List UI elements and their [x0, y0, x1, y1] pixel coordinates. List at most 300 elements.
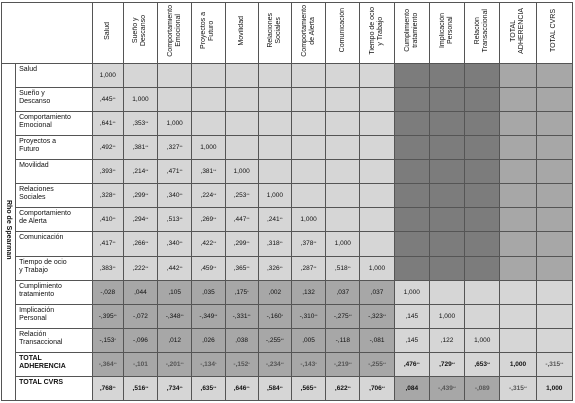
table-cell: [394, 64, 429, 88]
table-cell: [326, 208, 360, 232]
table-cell: [258, 304, 291, 328]
table-cell: [192, 352, 225, 376]
cell-value: -,315: [509, 384, 524, 392]
table-cell: [360, 112, 394, 136]
table-cell: [360, 256, 394, 280]
table-cell: [500, 376, 536, 400]
table-row: [2, 208, 573, 232]
table-cell: [158, 376, 192, 400]
significance-mark: **: [145, 384, 149, 390]
table-cell: [394, 304, 429, 328]
cell-value: -,310: [299, 312, 315, 320]
significance-mark: **: [451, 360, 455, 366]
table-cell: [291, 280, 325, 304]
cell-value: ,038: [235, 336, 248, 344]
cell-value: ,768: [99, 384, 113, 392]
cell-value: 1,000: [266, 192, 283, 200]
table-cell: [225, 184, 258, 208]
table-cell: [326, 160, 360, 184]
table-cell: [123, 256, 157, 280]
cell-value: -,160: [266, 312, 282, 320]
table-cell: [291, 304, 325, 328]
table-cell: [394, 352, 429, 376]
table-cell: [360, 376, 394, 400]
cell-value: -,072: [133, 312, 148, 320]
significance-mark: *: [114, 336, 116, 342]
cell-value: -,152: [233, 360, 249, 368]
significance-mark: **: [145, 264, 149, 270]
table-cell: [291, 256, 325, 280]
table-cell: [536, 88, 572, 112]
table-cell: [360, 352, 394, 376]
significance-mark: **: [112, 264, 116, 270]
cell-value: -,118: [335, 336, 350, 344]
table-cell: [225, 304, 258, 328]
cell-value: ,584: [266, 384, 280, 392]
table-cell: [258, 232, 291, 256]
table-row: [2, 328, 573, 352]
table-row: [2, 280, 573, 304]
significance-mark: **: [280, 360, 284, 366]
table-cell: [291, 328, 325, 352]
row-label-relaciones-sociales: Relaciones Sociales: [16, 184, 93, 208]
significance-mark: **: [113, 312, 117, 318]
table-cell: [326, 232, 360, 256]
table-cell: [258, 184, 291, 208]
significance-mark: **: [112, 96, 116, 102]
cell-value: ,035: [202, 288, 215, 296]
significance-mark: **: [279, 384, 283, 390]
table-cell: [258, 112, 291, 136]
table-cell: [536, 328, 572, 352]
table-row: [2, 64, 573, 88]
cell-value: ,471: [166, 168, 180, 176]
cell-value: -,134: [200, 360, 216, 368]
cell-value: ,269: [200, 216, 214, 224]
cell-value: ,122: [440, 336, 454, 344]
table-cell: [360, 280, 394, 304]
table-cell: [500, 112, 536, 136]
table-cell: [500, 280, 536, 304]
table-cell: [225, 280, 258, 304]
cell-value: ,328: [99, 192, 113, 200]
row-label-tiempo-de-ocio-y-trabajo: Tiempo de ocio y Trabajo: [16, 256, 93, 280]
table-cell: [92, 64, 123, 88]
row-label-relacion-transaccional: Relación Transaccional: [16, 328, 93, 352]
cell-value: ,383: [99, 264, 113, 272]
table-cell: [360, 184, 394, 208]
row-label-total-adherencia: TOTAL ADHERENCIA: [16, 352, 93, 376]
column-header-proyectos-a-futuro: [192, 3, 225, 64]
cell-value: ,222: [132, 264, 146, 272]
significance-mark: **: [112, 240, 116, 246]
table-cell: [360, 328, 394, 352]
cell-value: ,734: [166, 384, 180, 392]
table-cell: [291, 184, 325, 208]
cell-value: 1,000: [166, 120, 183, 128]
column-header-label: Movilidad: [237, 15, 245, 46]
table-cell: [225, 112, 258, 136]
cell-value: 1,000: [99, 72, 116, 80]
cell-value: -,143: [300, 360, 316, 368]
table-cell: [225, 160, 258, 184]
significance-mark: **: [179, 216, 183, 222]
cell-value: 1,000: [403, 288, 420, 296]
table-cell: [500, 184, 536, 208]
cell-value: ,145: [405, 312, 419, 320]
table-cell: [158, 232, 192, 256]
cell-value: ,002: [268, 288, 282, 296]
significance-mark: **: [179, 168, 183, 174]
row-label-comportamiento-de-alerta: Comportamiento de Alerta: [16, 208, 93, 232]
significance-mark: **: [523, 384, 527, 390]
significance-mark: **: [145, 240, 149, 246]
corner-cell: [2, 3, 93, 64]
table-row: [2, 88, 573, 112]
table-cell: [326, 136, 360, 160]
significance-mark: **: [179, 192, 183, 198]
cell-value: ,145: [405, 336, 419, 344]
table-cell: [291, 112, 325, 136]
table-cell: [500, 64, 536, 88]
table-cell: [536, 232, 572, 256]
table-cell: [429, 232, 464, 256]
cell-value: ,105: [168, 288, 181, 296]
table-cell: [394, 328, 429, 352]
table-cell: [192, 184, 225, 208]
table-cell: [92, 376, 123, 400]
significance-mark: **: [145, 120, 149, 126]
significance-mark: **: [560, 360, 564, 366]
table-cell: [429, 160, 464, 184]
table-cell: [258, 88, 291, 112]
table-cell: [429, 352, 464, 376]
table-cell: [326, 280, 360, 304]
cell-value: ,476: [403, 360, 417, 368]
significance-mark: **: [112, 168, 116, 174]
significance-mark: **: [180, 360, 184, 366]
table-cell: [158, 184, 192, 208]
cell-value: 1,000: [233, 168, 250, 176]
table-cell: [429, 64, 464, 88]
table-cell: [158, 256, 192, 280]
cell-value: ,447: [233, 216, 247, 224]
cell-value: ,294: [132, 216, 146, 224]
table-cell: [291, 160, 325, 184]
table-cell: [465, 328, 500, 352]
table-cell: [123, 112, 157, 136]
cell-value: ,459: [200, 264, 214, 272]
column-header-label: Proyectos a Futuro: [200, 12, 216, 49]
cell-value: ,410: [99, 216, 113, 224]
cell-value: -,219: [333, 360, 349, 368]
column-header-label: Tiempo de ocio y Trabajo: [369, 6, 385, 55]
column-header-cumplimiento-tratamiento: [394, 3, 429, 64]
table-cell: [429, 328, 464, 352]
cell-value: -,255: [368, 360, 383, 368]
cell-value: ,037: [370, 288, 384, 296]
cell-value: ,287: [300, 264, 314, 272]
significance-mark: **: [313, 240, 317, 246]
table-cell: [192, 328, 225, 352]
cell-value: ,026: [202, 336, 215, 344]
table-cell: [258, 64, 291, 88]
cell-value: -,101: [133, 360, 148, 368]
table-cell: [258, 328, 291, 352]
significance-mark: **: [112, 384, 116, 390]
table-cell: [123, 304, 157, 328]
table-cell: [92, 112, 123, 136]
table-cell: [192, 136, 225, 160]
significance-mark: **: [213, 168, 217, 174]
table-cell: [258, 352, 291, 376]
table-cell: [123, 376, 157, 400]
column-header-label: TOTAL ADHERENCIA: [509, 7, 525, 54]
cell-value: -,349: [199, 312, 215, 320]
table-cell: [429, 376, 464, 400]
cell-value: ,442: [166, 264, 180, 272]
table-cell: [192, 280, 225, 304]
row-label-comportamiento-emocional: Comportamiento Emocional: [16, 112, 93, 136]
table-cell: [500, 136, 536, 160]
table-cell: [394, 88, 429, 112]
table-cell: [123, 208, 157, 232]
row-label-sueno-y-descanso: Sueño y Descanso: [16, 88, 93, 112]
table-cell: [394, 256, 429, 280]
column-header-label: Comunicación: [338, 8, 346, 53]
cell-value: 1,000: [200, 144, 217, 152]
cell-value: ,340: [166, 240, 180, 248]
table-row: [2, 232, 573, 256]
cell-value: -,439: [438, 384, 453, 392]
table-cell: [258, 280, 291, 304]
significance-mark: **: [145, 144, 149, 150]
cell-value: ,378: [300, 240, 314, 248]
column-header-comportamiento-de-alerta: [291, 3, 325, 64]
table-cell: [429, 256, 464, 280]
table-cell: [394, 112, 429, 136]
table-cell: [225, 328, 258, 352]
table-cell: [92, 304, 123, 328]
cell-value: ,224: [200, 192, 214, 200]
cell-value: ,445: [99, 96, 113, 104]
significance-mark: **: [213, 192, 217, 198]
table-cell: [123, 184, 157, 208]
cell-value: ,084: [405, 384, 419, 392]
table-cell: [192, 256, 225, 280]
significance-mark: **: [179, 264, 183, 270]
table-cell: [291, 136, 325, 160]
cell-value: -,275: [333, 312, 349, 320]
cell-value: ,318: [266, 240, 280, 248]
table-cell: [225, 352, 258, 376]
column-header-sueno-y-descanso: [123, 3, 157, 64]
table-row: [2, 352, 573, 376]
table-cell: [465, 280, 500, 304]
cell-value: -,255: [265, 336, 281, 344]
cell-value: ,266: [132, 240, 146, 248]
table-cell: [500, 328, 536, 352]
significance-mark: **: [246, 264, 250, 270]
table-cell: [158, 328, 192, 352]
table-cell: [394, 160, 429, 184]
table-cell: [536, 352, 572, 376]
table-row: [2, 304, 573, 328]
significance-mark: *: [248, 360, 250, 366]
significance-mark: **: [179, 144, 183, 150]
table-cell: [123, 64, 157, 88]
table-cell: [536, 376, 572, 400]
row-label-implicacion-personal: Implicación Personal: [16, 304, 93, 328]
table-cell: [192, 376, 225, 400]
table-cell: [326, 376, 360, 400]
column-header-comunicacion: [326, 3, 360, 64]
table-cell: [536, 136, 572, 160]
column-header-tiempo-de-ocio-y-trabajo: [360, 3, 394, 64]
cell-value: ,037: [336, 288, 350, 296]
table-cell: [158, 352, 192, 376]
significance-mark: **: [347, 384, 351, 390]
significance-mark: **: [180, 312, 184, 318]
table-cell: [158, 64, 192, 88]
cell-value: 1,000: [300, 216, 317, 224]
table-cell: [465, 184, 500, 208]
table-cell: [429, 112, 464, 136]
table-cell: [536, 112, 572, 136]
column-header-comportamiento-emocional: [158, 3, 192, 64]
cell-value: -,348: [165, 312, 181, 320]
cell-value: ,646: [233, 384, 247, 392]
cell-value: ,516: [132, 384, 146, 392]
table-cell: [500, 352, 536, 376]
table-cell: [92, 352, 123, 376]
cell-value: ,706: [369, 384, 382, 392]
row-label-salud: Salud: [16, 64, 93, 88]
cell-value: -,364: [98, 360, 114, 368]
table-cell: [192, 208, 225, 232]
table-cell: [326, 256, 360, 280]
table-cell: [158, 208, 192, 232]
significance-mark: *: [247, 288, 249, 294]
cell-value: ,005: [302, 336, 315, 344]
table-cell: [536, 256, 572, 280]
table-cell: [225, 208, 258, 232]
cell-value: ,622: [334, 384, 348, 392]
table-cell: [192, 64, 225, 88]
table-cell: [123, 136, 157, 160]
table-cell: [123, 232, 157, 256]
cell-value: ,635: [200, 384, 214, 392]
significance-mark: **: [280, 336, 284, 342]
cell-value: -,331: [232, 312, 248, 320]
cell-value: ,422: [200, 240, 214, 248]
cell-value: 1,000: [368, 264, 386, 272]
row-label-movilidad: Movilidad: [16, 160, 93, 184]
significance-mark: **: [112, 192, 116, 198]
table-row: [2, 256, 573, 280]
significance-mark: **: [247, 312, 251, 318]
significance-mark: **: [487, 360, 491, 366]
cell-value: -,395: [98, 312, 114, 320]
cell-value: -,096: [133, 336, 148, 344]
table-cell: [158, 112, 192, 136]
table-cell: [360, 304, 394, 328]
table-cell: [465, 208, 500, 232]
table-cell: [536, 160, 572, 184]
significance-mark: **: [279, 216, 283, 222]
table-cell: [92, 88, 123, 112]
table-cell: [92, 256, 123, 280]
table-cell: [225, 88, 258, 112]
table-cell: [360, 64, 394, 88]
row-label-proyectos-a-futuro: Proyectos a Futuro: [16, 136, 93, 160]
table-cell: [123, 328, 157, 352]
table-cell: [258, 208, 291, 232]
table-cell: [92, 136, 123, 160]
cell-value: -,081: [369, 336, 385, 344]
table-cell: [192, 304, 225, 328]
column-header-relaciones-sociales: [258, 3, 291, 64]
significance-mark: **: [348, 360, 352, 366]
table-cell: [429, 136, 464, 160]
table-cell: [326, 352, 360, 376]
column-header-total-cvrs: [536, 3, 572, 64]
column-header-label: Comportamiento Emocional: [166, 4, 182, 57]
table-cell: [258, 136, 291, 160]
table-cell: [429, 208, 464, 232]
table-cell: [225, 136, 258, 160]
cell-value: ,132: [302, 288, 315, 296]
table-cell: [192, 232, 225, 256]
table-cell: [536, 280, 572, 304]
table-cell: [500, 208, 536, 232]
table-cell: [360, 232, 394, 256]
significance-mark: **: [112, 120, 116, 126]
significance-mark: *: [281, 312, 284, 318]
significance-mark: **: [213, 384, 217, 390]
table-row: [2, 184, 573, 208]
table-cell: [123, 160, 157, 184]
table-cell: [465, 160, 500, 184]
cell-value: -,323: [368, 312, 383, 320]
table-cell: [465, 352, 500, 376]
table-cell: [394, 208, 429, 232]
significance-mark: **: [246, 216, 250, 222]
cell-value: -,201: [165, 360, 181, 368]
table-cell: [326, 88, 360, 112]
significance-mark: **: [348, 312, 352, 318]
table-cell: [192, 160, 225, 184]
table-cell: [326, 112, 360, 136]
table-cell: [291, 208, 325, 232]
table-cell: [92, 208, 123, 232]
table-cell: [394, 280, 429, 304]
cell-value: -,234: [265, 360, 281, 368]
significance-mark: **: [113, 360, 117, 366]
column-header-label: TOTAL CVRS: [550, 8, 558, 53]
table-row: [2, 376, 573, 400]
table-cell: [123, 352, 157, 376]
table-cell: [429, 304, 464, 328]
table-cell: [158, 304, 192, 328]
cell-value: ,417: [99, 240, 113, 248]
cell-value: ,492: [99, 144, 113, 152]
significance-mark: **: [279, 264, 283, 270]
table-cell: [158, 280, 192, 304]
side-label-cell: [2, 64, 16, 401]
column-header-relacion-transaccional: [465, 3, 500, 64]
cell-value: ,175: [234, 288, 248, 296]
